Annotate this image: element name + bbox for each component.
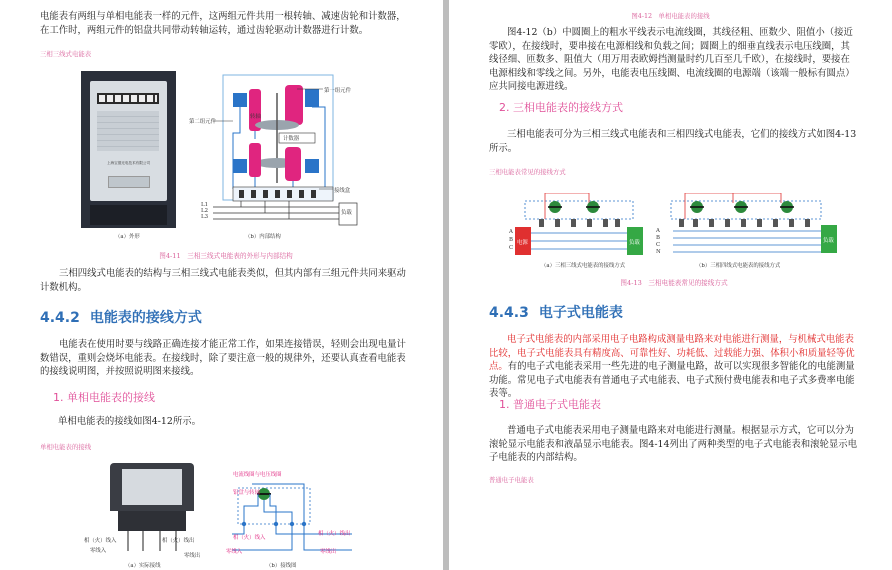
label-live-in-photo: 相（火）线入 [84, 538, 117, 544]
running-head: 图4-12 单相电能表的接线 [631, 12, 710, 20]
label-line-3: L3 [201, 214, 209, 220]
single-phase-terminal-block [118, 511, 186, 531]
left-page [0, 0, 443, 570]
figure-4-13-caption: 图4-13 三相电能表常见的接线方式 [620, 279, 728, 287]
label-live-out-diagram: 相（火）线出 [318, 531, 351, 537]
label-terminals: 接线盒 [334, 188, 351, 194]
phase-b-label-b: B [656, 235, 660, 241]
phase-a-label-b: A [656, 228, 660, 234]
label-line-2: L2 [201, 208, 209, 214]
coil-explanation-paragraph: 图4-12（b）中圆圈上的粗水平线表示电流线圈，其线径粗、匝数少、阻值小（接近零欧），在接线时，要串接在电源相线和负载之间；圆圈上的细垂直线表示电压线圈，其线径细、匝数多、阻值大（用万用表欧姆挡测量时约几百至几千欧），在接线时，要接在电源相线和零线之间。另外，电能表电压线圈、电流线圈的电源端（该端一般标有圆点）应共同接电源进线。 [489, 27, 855, 93]
four-wire-paragraph: 三相四线式电能表的结构与三相三线式电能表类似，但其内部有三组元件共同来驱动计数机构。 [40, 268, 406, 293]
section-4-4-3-title: 电子式电能表 [538, 305, 623, 321]
four-wire-terminals [679, 219, 810, 227]
source-label-a: 电源 [517, 240, 528, 246]
meter-disc-window [108, 176, 150, 188]
load-label-b: 负载 [823, 238, 834, 244]
figure-4-13-label: 三相电能表常见的接线方式 [489, 168, 566, 176]
meter-specs-plate [97, 111, 159, 151]
figure-4-11-sub-b: （b）内部结构 [245, 234, 281, 240]
figure-4-11-caption: 图4-11 三相三线式电能表的外形与内部结构 [159, 252, 293, 260]
label-live-out-photo: 相（火）线出 [162, 538, 195, 544]
internal-wiring [233, 107, 325, 189]
section-4-4-2-paragraph: 电能表在使用时要与线路正确连接才能正常工作，如果连接错误，轻则会出现电量计数错误，重则会烧坏电能表。在接线时，除了要注意一般的规律外，还要认真查看电能表的接线说明图，并按照说明图来接线。 [40, 339, 406, 378]
single-phase-meter-face [122, 469, 182, 505]
three-wire-terminals [539, 219, 620, 227]
ordinary-electronic-meter-paragraph: 普通电子式电能表采用电子测量电路来对电能进行测量。根据显示方式，它可以分为滚轮显示电能表和液晶显示电能表。图4-14列出了两种类型的电子式电能表和滚轮显示电子电能表的内部结构。 [489, 425, 857, 464]
load-label-a: 负载 [629, 240, 640, 246]
four-wire-wiring-diagram [663, 193, 837, 259]
ordinary-electronic-meter-heading [499, 396, 601, 412]
neutral-label-b: N [656, 249, 661, 255]
meter-terminal-cover [90, 205, 167, 225]
voltage-coil-right [285, 85, 303, 125]
meter-nameplate: 上海宝德光电技术有限公司 [106, 161, 151, 165]
section-4-4-3-number: 4.4.3 [489, 305, 529, 321]
section-4-4-2-heading [40, 307, 202, 327]
label-element1: 第一组元件 [324, 88, 351, 94]
single-phase-wiring-title: 单相电能表的接线 [67, 391, 155, 404]
single-phase-meter-photo [110, 463, 194, 511]
phase-c-label: C [509, 245, 514, 251]
intro-paragraph: 电能表有两组与单相电能表一样的元件，这两组元件共用一根转轴、减速齿轮和计数器，在工作时，两组元件的铝盘共同带动转轴运转，通过齿轮驱动计数器进行计数。 [40, 11, 406, 36]
label-shaft: 转轴 [250, 114, 261, 120]
phase-a-label: A [509, 229, 513, 235]
single-phase-wiring-number: 1. [53, 391, 64, 404]
phase-c-label-b: C [656, 242, 661, 248]
phase-b-label: B [509, 237, 513, 243]
section-4-4-2-number: 4.4.2 [40, 310, 80, 326]
single-phase-wiring-heading [53, 389, 155, 405]
label-counter: 计数器 [283, 136, 300, 142]
section-4-4-3-heading [489, 302, 623, 322]
meter-digits [99, 95, 157, 102]
figure-4-12-sub-b: （b）接线图 [266, 563, 297, 569]
label-line-1: L1 [201, 202, 209, 208]
label-neutral-out-diagram: 零线出 [320, 549, 337, 555]
figure-4-12-label: 单相电能表的接线 [40, 443, 92, 451]
terminal-block [233, 187, 333, 201]
ordinary-electronic-meter-number: 1. [499, 398, 510, 411]
coil-core-right-top [305, 89, 319, 107]
coil-core-right-bottom [305, 159, 319, 173]
current-coil-left [249, 143, 261, 177]
figure-4-13-sub-a: （a）三相三线式电能表的接线方式 [541, 263, 626, 269]
figure-4-13-sub-b: （b）三相四线式电能表的接线方式 [696, 263, 781, 269]
label-neutral-in-diagram: 零线入 [226, 549, 243, 555]
label-live-in-diagram: 相（火）线入 [233, 535, 266, 541]
figure-4-11-sub-a: （a）外形 [115, 234, 140, 240]
label-neutral-in-photo: 零线入 [90, 548, 107, 554]
label-element2: 第二组元件 [189, 119, 216, 125]
coil-core-left-top [233, 93, 247, 107]
label-load: 负载 [341, 210, 352, 216]
ordinary-electronic-meter-title: 普通电子式电能表 [513, 398, 601, 411]
meter-face [90, 81, 167, 201]
label-current-coil: 电流线圈与电压线圈 [233, 472, 282, 478]
figure-4-11-label: 三相三线式电能表 [40, 50, 92, 58]
three-phase-wiring-title: 三相电能表的接线方式 [513, 101, 623, 114]
label-neutral-out-photo: 零线出 [184, 553, 201, 559]
three-phase-wiring-heading [499, 99, 623, 115]
electronic-meter-paragraph [489, 333, 859, 401]
single-phase-wiring-paragraph: 单相电能表的接线如图4-12所示。 [58, 416, 201, 427]
three-wire-wiring-diagram [515, 193, 643, 259]
figure-4-12-sub-a: （a）实际接线 [125, 563, 161, 569]
coil-core-left-bottom [233, 159, 247, 173]
electronic-meter-highlight: 电子式电能表的内部采用电子电路构成测量电路来对电能进行测量，与机械式电能表比较，电子式电能表具有精度高、可靠性好、功耗低、过载能力强、体积小和质量轻等优点。 [489, 334, 855, 373]
figure-4-14-label: 普通电子电能表 [489, 476, 534, 484]
section-4-4-2-title: 电能表的接线方式 [89, 310, 202, 326]
three-phase-meter-photo [81, 71, 176, 228]
right-page [449, 0, 892, 570]
external-lines [213, 201, 343, 219]
three-phase-wiring-paragraph: 三相电能表可分为三相三线式电能表和三相四线式电能表，它们的接线方式如图4-13所示。 [489, 129, 857, 154]
current-coil-right [285, 147, 301, 181]
electronic-meter-text: 有的电子式电能表采用一些先进的电子测量电路，故可以实现很多智能化的电能测量功能。常见电子式电能表有普通电子式电能表、电子式预付费电能表和电子式多费率电能表等。 [489, 361, 855, 400]
three-phase-wiring-number: 2. [499, 101, 510, 114]
label-aluminum-disc: 铝盘与转轴 [233, 490, 260, 496]
